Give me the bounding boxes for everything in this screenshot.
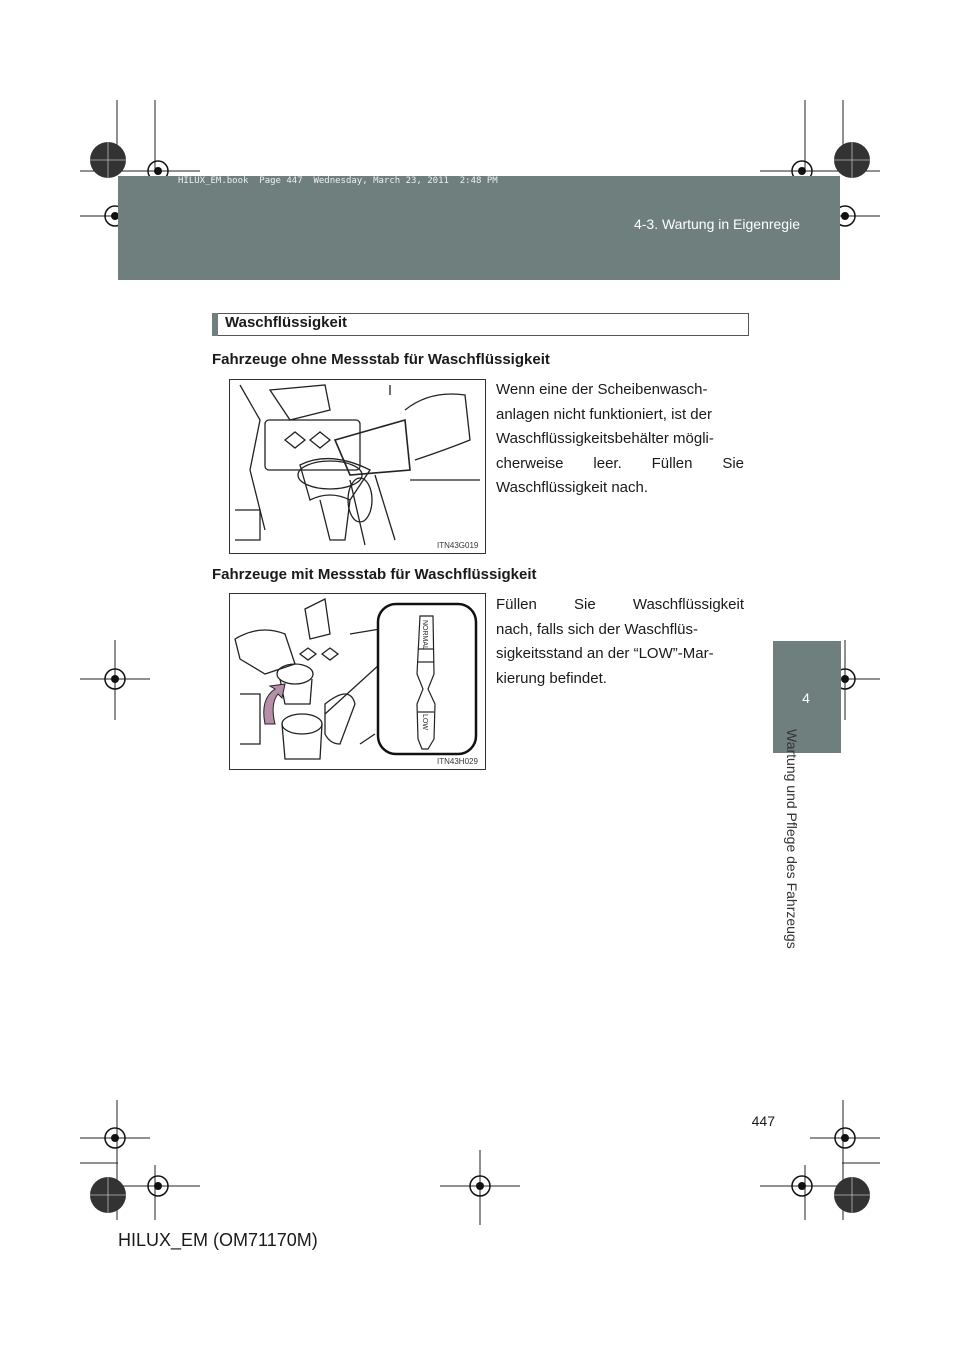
chapter-number: 4 — [802, 690, 810, 706]
paragraph-line: sigkeitsstand an der “LOW”-Mar- — [496, 645, 714, 662]
dipstick-low-label: LOW — [421, 714, 428, 730]
paragraph-line: Waschflüssigkeit nach. — [496, 479, 649, 496]
figure-code-1: ITN43G019 — [437, 541, 479, 550]
chapter-label: Wartung und Pflege des Fahrzeugs — [784, 729, 800, 949]
page-number: 447 — [751, 1113, 775, 1129]
refill-illustration — [230, 380, 485, 553]
manual-code: HILUX_EM (OM71170M) — [118, 1230, 318, 1250]
figure-code-2: ITN43H029 — [437, 757, 478, 766]
book-stamp: HILUX_EM.book Page 447 Wednesday, March 23, 2011 2:48 PM — [178, 176, 498, 186]
dipstick-illustration — [230, 594, 485, 769]
paragraph-line: anlagen nicht funktioniert, ist der — [496, 405, 712, 423]
paragraph-with-dipstick — [496, 593, 744, 691]
heading-accent — [212, 313, 218, 336]
paragraph-line: nach, falls sich der Waschflüs- — [496, 620, 699, 638]
paragraph-line: cherweise leer. Füllen Sie — [496, 454, 744, 472]
subheading-without-dipstick: Fahrzeuge ohne Messstab für Waschflüssigkeit — [212, 351, 550, 368]
figure-dipstick — [229, 593, 486, 770]
subheading-with-dipstick: Fahrzeuge mit Messstab für Waschflüssigkeit — [212, 566, 537, 583]
section-title: 4-3. Wartung in Eigenregie — [633, 216, 800, 232]
paragraph-line: Füllen Sie Waschflüssigkeit — [496, 596, 744, 613]
paragraph-line: kierung befindet. — [496, 669, 607, 687]
paragraph-line: Wenn eine der Scheibenwasch- — [496, 381, 708, 398]
paragraph-line: Waschflüssigkeitsbehälter mögli- — [496, 430, 714, 447]
section-heading: Waschflüssigkeit — [225, 314, 347, 331]
figure-refill-funnel — [229, 379, 486, 554]
dipstick-normal-label: NORMAL — [421, 620, 428, 650]
paragraph-without-dipstick — [496, 378, 744, 501]
